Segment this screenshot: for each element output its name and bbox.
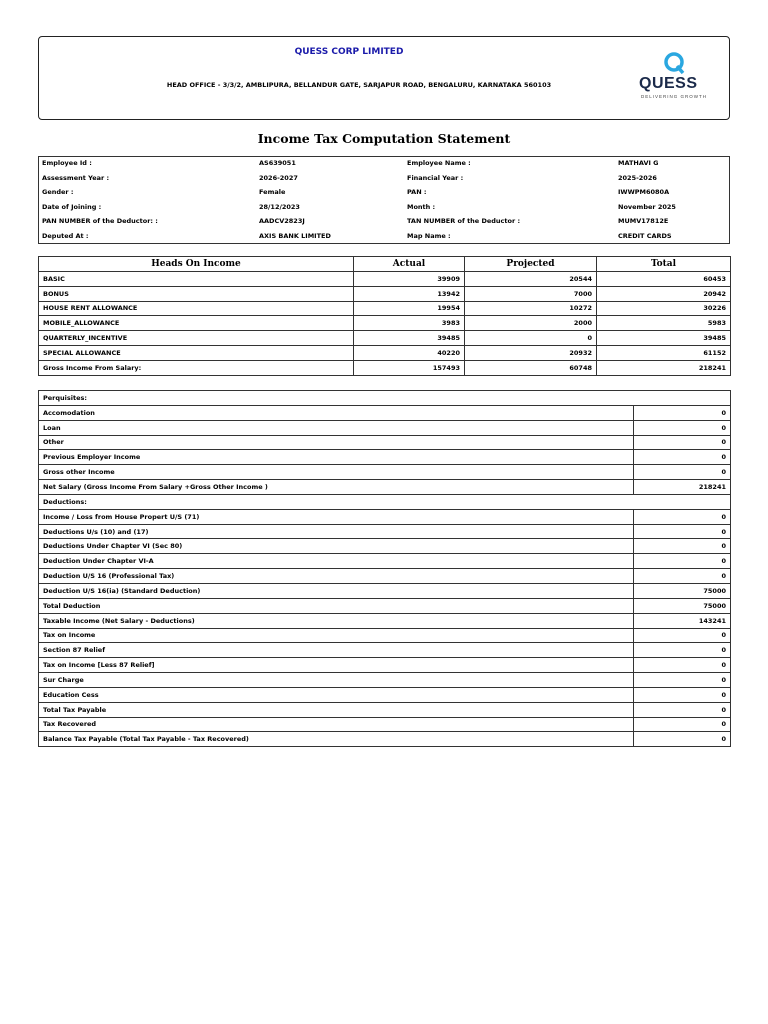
logo-text: QUESS bbox=[639, 75, 698, 92]
computation-label: Deduction Under Chapter VI-A bbox=[39, 554, 634, 569]
computation-value: 0 bbox=[634, 435, 731, 450]
computation-label: Taxable Income (Net Salary - Deductions) bbox=[39, 613, 634, 628]
computation-label: Section 87 Relief bbox=[39, 643, 634, 658]
computation-value: 75000 bbox=[634, 583, 731, 598]
income-amount: 20544 bbox=[465, 272, 597, 287]
income-amount: 60453 bbox=[597, 272, 731, 287]
field-value: AADCV2823J bbox=[259, 217, 305, 226]
section-heading: Perquisites: bbox=[39, 391, 731, 406]
table-row bbox=[39, 673, 731, 688]
computation-label: Deductions Under Chapter VI (Sec 80) bbox=[39, 539, 634, 554]
computation-value: 0 bbox=[634, 569, 731, 584]
computation-value: 0 bbox=[634, 509, 731, 524]
field-value: 28/12/2023 bbox=[259, 202, 300, 211]
computation-value: 0 bbox=[634, 450, 731, 465]
company-address: HEAD OFFICE - 3/3/2, AMBLIPURA, BELLANDUR GATE, SARJAPUR ROAD, BENGALURU, KARNATAKA 560103 bbox=[166, 81, 552, 89]
computation-value: 218241 bbox=[634, 480, 731, 495]
computation-label: Previous Employer Income bbox=[39, 450, 634, 465]
computation-value: 0 bbox=[634, 628, 731, 643]
table-row bbox=[39, 405, 731, 420]
field-value: AXIS BANK LIMITED bbox=[259, 231, 331, 240]
income-amount: 40220 bbox=[354, 345, 465, 360]
income-amount: 157493 bbox=[354, 360, 465, 375]
page-title: Income Tax Computation Statement bbox=[257, 131, 511, 146]
computation-value: 0 bbox=[634, 465, 731, 480]
employee-details-table bbox=[38, 156, 730, 243]
income-head-label: Gross Income From Salary: bbox=[39, 360, 354, 375]
header-box bbox=[38, 36, 730, 120]
computation-value: 0 bbox=[634, 687, 731, 702]
field-label: Financial Year : bbox=[407, 173, 464, 182]
quess-logo bbox=[635, 49, 715, 103]
table-row bbox=[39, 702, 731, 717]
table-row bbox=[39, 435, 731, 450]
income-amount: 39485 bbox=[354, 331, 465, 346]
income-amount: 30226 bbox=[597, 301, 731, 316]
computation-label: Deduction U/S 16(ia) (Standard Deduction) bbox=[39, 583, 634, 598]
table-row bbox=[39, 286, 731, 301]
table-row bbox=[39, 732, 731, 747]
table-row bbox=[39, 331, 731, 346]
computation-value: 0 bbox=[634, 539, 731, 554]
field-label: PAN NUMBER of the Deductor: : bbox=[42, 217, 158, 226]
table-row bbox=[39, 569, 731, 584]
income-amount: 61152 bbox=[597, 345, 731, 360]
income-amount: 10272 bbox=[465, 301, 597, 316]
income-amount: 7000 bbox=[465, 286, 597, 301]
income-amount: 20942 bbox=[597, 286, 731, 301]
computation-value: 0 bbox=[634, 420, 731, 435]
computation-label: Total Deduction bbox=[39, 598, 634, 613]
employee-info-row bbox=[38, 214, 730, 229]
computation-label: Loan bbox=[39, 420, 634, 435]
income-head-label: SPECIAL ALLOWANCE bbox=[39, 345, 354, 360]
computation-label: Other bbox=[39, 435, 634, 450]
computation-value: 0 bbox=[634, 673, 731, 688]
computation-label: Sur Charge bbox=[39, 673, 634, 688]
table-row bbox=[39, 524, 731, 539]
field-value: AS639051 bbox=[259, 159, 296, 168]
computation-value: 75000 bbox=[634, 598, 731, 613]
section-heading: Deductions: bbox=[39, 494, 731, 509]
table-row bbox=[39, 687, 731, 702]
computation-label: Total Tax Payable bbox=[39, 702, 634, 717]
computation-value: 0 bbox=[634, 702, 731, 717]
income-amount: 3983 bbox=[354, 316, 465, 331]
table-row bbox=[39, 301, 731, 316]
field-value: MATHAVI G bbox=[618, 159, 659, 168]
table-row bbox=[39, 717, 731, 732]
table-row bbox=[39, 272, 731, 287]
computation-value: 0 bbox=[634, 658, 731, 673]
table-row bbox=[39, 613, 731, 628]
income-amount: 0 bbox=[465, 331, 597, 346]
income-head-label: BASIC bbox=[39, 272, 354, 287]
table-row bbox=[39, 628, 731, 643]
income-amount: 13942 bbox=[354, 286, 465, 301]
company-name: QUESS CORP LIMITED bbox=[294, 47, 404, 57]
table-row bbox=[39, 539, 731, 554]
income-amount: 39909 bbox=[354, 272, 465, 287]
table-row bbox=[39, 480, 731, 495]
heads-on-income-table bbox=[38, 256, 731, 376]
table-row bbox=[39, 450, 731, 465]
column-header: Total bbox=[597, 257, 731, 272]
field-label: TAN NUMBER of the Deductor : bbox=[407, 217, 521, 226]
employee-info-row bbox=[38, 171, 730, 186]
table-row bbox=[39, 420, 731, 435]
table-row bbox=[39, 316, 731, 331]
table-row bbox=[39, 643, 731, 658]
income-amount: 2000 bbox=[465, 316, 597, 331]
employee-info-row bbox=[38, 156, 730, 171]
income-amount: 39485 bbox=[597, 331, 731, 346]
computation-label: Income / Loss from House Propert U/S (71) bbox=[39, 509, 634, 524]
computation-value: 0 bbox=[634, 554, 731, 569]
computation-label: Accomodation bbox=[39, 405, 634, 420]
table-row bbox=[39, 509, 731, 524]
table-row bbox=[39, 658, 731, 673]
field-value: 2025-2026 bbox=[618, 173, 657, 182]
income-head-label: QUARTERLY_INCENTIVE bbox=[39, 331, 354, 346]
income-amount: 60748 bbox=[465, 360, 597, 375]
field-label: Employee Id : bbox=[42, 159, 92, 168]
computation-label: Deduction U/S 16 (Professional Tax) bbox=[39, 569, 634, 584]
computation-value: 0 bbox=[634, 524, 731, 539]
computation-value: 0 bbox=[634, 405, 731, 420]
logo-tagline: DELIVERING GROWTH bbox=[641, 94, 708, 99]
table-row bbox=[39, 345, 731, 360]
field-label: PAN : bbox=[407, 188, 427, 197]
field-value: 2026-2027 bbox=[259, 173, 298, 182]
computation-label: Gross other Income bbox=[39, 465, 634, 480]
income-head-label: BONUS bbox=[39, 286, 354, 301]
column-header: Heads On Income bbox=[39, 257, 354, 272]
computation-label: Deductions U/s (10) and (17) bbox=[39, 524, 634, 539]
employee-info-row bbox=[38, 185, 730, 200]
field-label: Month : bbox=[407, 202, 436, 211]
computation-value: 0 bbox=[634, 643, 731, 658]
income-head-label: MOBILE_ALLOWANCE bbox=[39, 316, 354, 331]
field-value: CREDIT CARDS bbox=[618, 231, 672, 240]
column-header: Actual bbox=[354, 257, 465, 272]
table-header-row bbox=[39, 257, 731, 272]
field-label: Gender : bbox=[42, 188, 74, 197]
field-label: Assessment Year : bbox=[42, 173, 110, 182]
computation-label: Balance Tax Payable (Total Tax Payable - Tax Recovered) bbox=[39, 732, 634, 747]
employee-info-row bbox=[38, 229, 730, 244]
income-amount: 20932 bbox=[465, 345, 597, 360]
employee-info-row bbox=[38, 200, 730, 215]
computation-label: Tax Recovered bbox=[39, 717, 634, 732]
income-amount: 5983 bbox=[597, 316, 731, 331]
field-label: Map Name : bbox=[407, 231, 451, 240]
computation-label: Education Cess bbox=[39, 687, 634, 702]
computation-value: 143241 bbox=[634, 613, 731, 628]
tax-computation-table bbox=[38, 390, 731, 747]
column-header: Projected bbox=[465, 257, 597, 272]
field-value: November 2025 bbox=[618, 202, 676, 211]
computation-label: Net Salary (Gross Income From Salary +Gross Other Income ) bbox=[39, 480, 634, 495]
computation-value: 0 bbox=[634, 717, 731, 732]
field-label: Deputed At : bbox=[42, 231, 89, 240]
income-head-label: HOUSE RENT ALLOWANCE bbox=[39, 301, 354, 316]
income-amount: 218241 bbox=[597, 360, 731, 375]
field-value: MUMV17812E bbox=[618, 217, 669, 226]
table-row bbox=[39, 465, 731, 480]
field-label: Employee Name : bbox=[407, 159, 471, 168]
income-amount: 19954 bbox=[354, 301, 465, 316]
table-row bbox=[39, 494, 731, 509]
table-row bbox=[39, 554, 731, 569]
table-row bbox=[39, 598, 731, 613]
field-value: Female bbox=[259, 188, 286, 197]
computation-value: 0 bbox=[634, 732, 731, 747]
table-row bbox=[39, 360, 731, 375]
field-label: Date of Joining : bbox=[42, 202, 102, 211]
computation-label: Tax on Income [Less 87 Relief] bbox=[39, 658, 634, 673]
table-row bbox=[39, 583, 731, 598]
field-value: IWWPM6080A bbox=[618, 188, 670, 197]
computation-label: Tax on Income bbox=[39, 628, 634, 643]
table-row bbox=[39, 391, 731, 406]
